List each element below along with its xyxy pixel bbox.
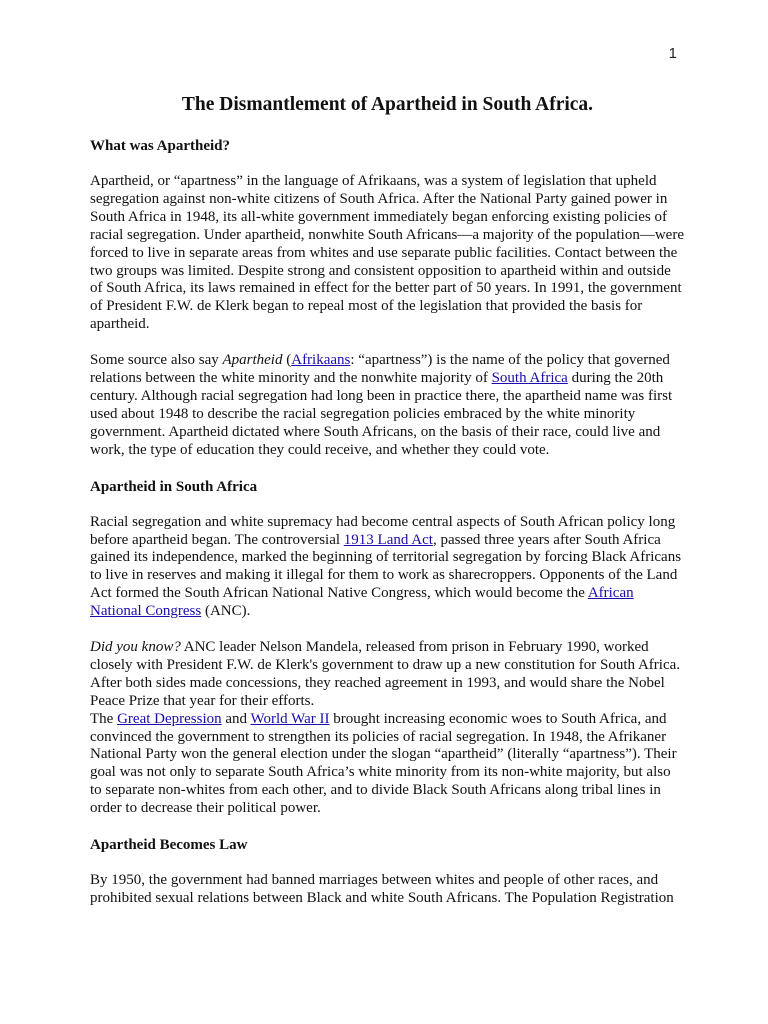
link-afrikaans[interactable]: Afrikaans [291, 352, 351, 369]
italic-term: Apartheid [222, 352, 283, 369]
text-run: Racial segregation and white supremacy had become central aspects of South African policy long before apartheid began. The controversial [90, 513, 676, 548]
text-run: brought increasing economic woes to South Africa, and convinced the government to strengthen its policies of racial segregation. In 1948, the Afrikaner National Party won the general election under the slogan “apartheid” (literally “apartness”). Their goal was not only to separate South Africa’s white minority from its non-white majority, but also to separate non-whites from each other, and to divide Black South Africans along tribal lines in order to decrease their political power. [90, 710, 677, 817]
link-1913-land-act[interactable]: 1913 Land Act [343, 531, 433, 548]
text-run: Some source also say [90, 352, 223, 369]
link-great-depression[interactable]: Great Depression [117, 710, 222, 727]
italic-did-you-know: Did you know? [90, 639, 181, 656]
text-run: ANC leader Nelson Mandela, released from prison in February 1990, worked closely with President F.W. de Klerk's government to draw up a new constitution for South Africa. After both sides made concessions, they reached agreement in 1993, and would share the Nobel Peace Prize that year for their efforts. [90, 639, 681, 709]
paragraph-definition: Apartheid, or “apartness” in the language of Afrikaans, was a system of legislation that upheld segregation against non-white citizens of South Africa. After the National Party gained power in South Africa in 1948, its all-white government immediately began enforcing existing policies of racial segregation. Under apartheid, nonwhite South Africans—a majority of the population—were forced to live in separate areas from whites and use separate public facilities. Contact between the two groups was limited. Despite strong and consistent opposition to apartheid within and outside of South Africa, its laws remained in effect for the better part of 50 years. In 1991, the government of President F.W. de Klerk began to repeal most of the legislation that provided the basis for apartheid. [90, 173, 684, 333]
text-run: The [90, 710, 118, 727]
link-african-national-congress[interactable]: African National Congress [90, 585, 634, 620]
text-run: during the 20th century. Although racial segregation had long been in practice there, the apartheid name was first used about 1948 to describe the racial segregation policies embraced by the white minority government. Apartheid dictated where South Africans, on the basis of their race, could live and work, the type of education they could receive, and whether they could vote. [90, 370, 673, 458]
paragraph-depression-war [90, 711, 685, 818]
text-run: ( [282, 352, 292, 369]
heading-apartheid-in-south-africa: Apartheid in South Africa [90, 478, 258, 495]
document-body [90, 93, 685, 926]
text-run: , passed three years after South Africa gained its independence, marked the beginning of territorial segregation by forcing Black Africans to live in reserves and making it illegal for them to work as sharecroppers. Opponents of the Land Act formed the South African National Native Congress, which would become the [90, 531, 682, 602]
heading-what-was-apartheid: What was Apartheid? [90, 138, 231, 154]
page-number: 1 [668, 45, 677, 62]
paragraph-did-you-know [90, 639, 685, 711]
document-title: The Dismantlement of Apartheid in South Africa. [181, 94, 594, 115]
text-run: and [221, 710, 251, 727]
link-south-africa[interactable]: South Africa [491, 370, 568, 387]
paragraph-land-act [90, 514, 685, 621]
link-world-war-ii[interactable]: World War II [250, 710, 330, 727]
text-run: : “apartness”) is the name of the policy that governed relations between the white minority and the nonwhite majority of [90, 352, 670, 387]
paragraph-etymology [90, 352, 685, 459]
heading-apartheid-becomes-law: Apartheid Becomes Law [90, 837, 248, 854]
text-run: (ANC). [201, 603, 251, 620]
paragraph-1950-laws: By 1950, the government had banned marriages between whites and people of other races, and prohibited sexual relations between Black and white South Africans. The Population Registration [90, 872, 674, 906]
